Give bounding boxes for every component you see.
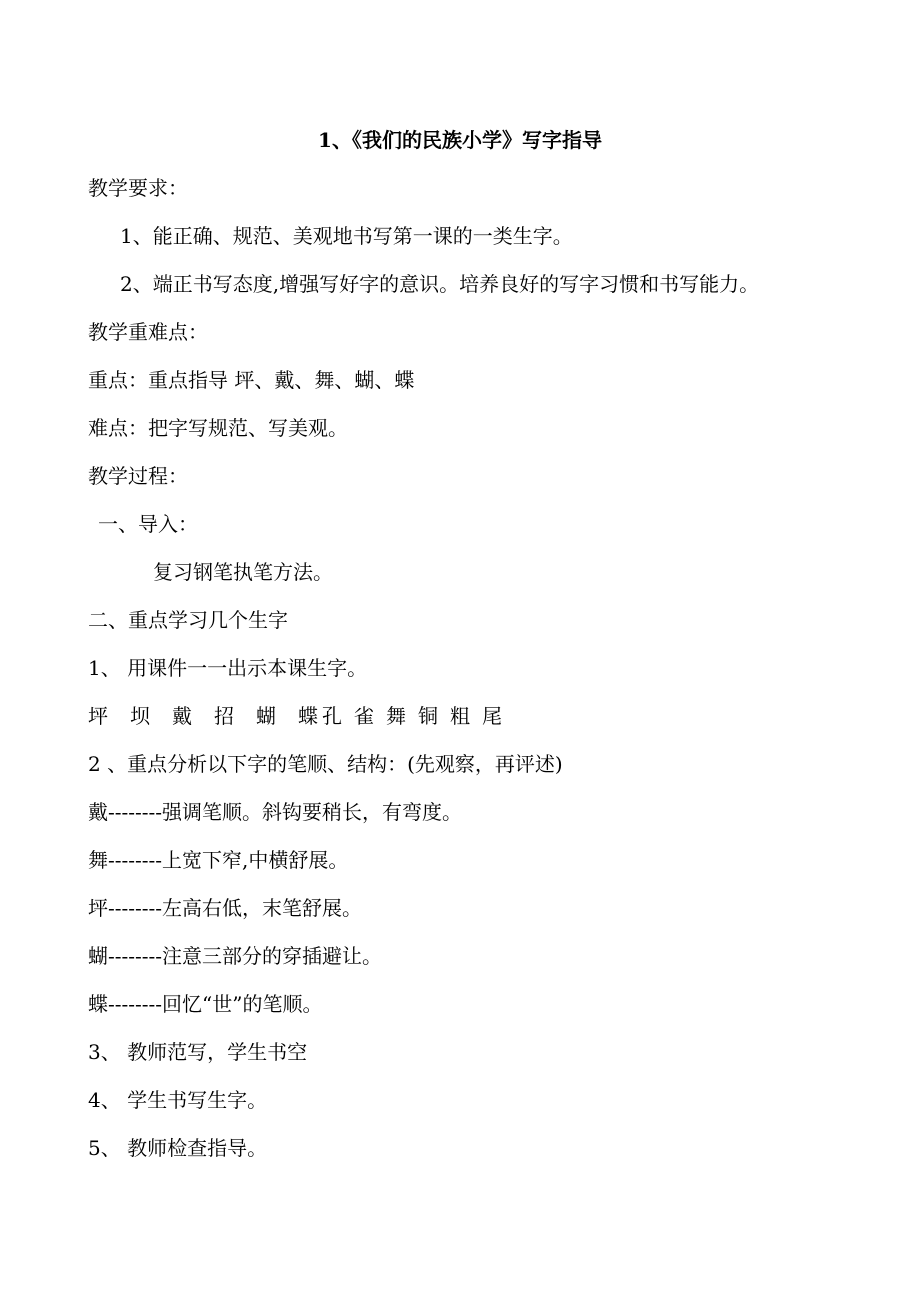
- character-list: [88, 702, 502, 730]
- analysis-item: 蝴--------注意三部分的穿插避让。: [88, 944, 383, 968]
- character-item: 孔: [322, 704, 342, 728]
- character-item: 蝴: [256, 704, 276, 728]
- requirement-item: 1、能正确、规范、美观地书写第一课的一类生字。: [120, 224, 573, 248]
- difficulties-heading: 教学重难点：: [88, 320, 208, 344]
- process-heading: 教学过程：: [88, 464, 188, 488]
- analysis-item: 坪--------左高右低，末笔舒展。: [88, 896, 363, 920]
- step5: 5、 教师检查指导。: [88, 1136, 268, 1160]
- character-item: 蝶: [298, 704, 318, 728]
- requirements-heading: 教学要求：: [88, 176, 188, 200]
- character-item: 戴: [172, 704, 192, 728]
- character-item: 粗: [450, 704, 470, 728]
- section1-heading: 一、导入：: [98, 512, 198, 536]
- character-item: 舞: [386, 704, 406, 728]
- step3: 3、 教师范写，学生书空: [88, 1040, 308, 1064]
- step2: 2 、重点分析以下字的笔顺、结构：(先观察，再评述): [88, 752, 563, 776]
- character-item: 招: [214, 704, 234, 728]
- document-title: 1、《我们的民族小学》写字指导: [318, 128, 602, 152]
- step4: 4、 学生书写生字。: [88, 1088, 268, 1112]
- character-item: 铜: [418, 704, 438, 728]
- character-item: 尾: [482, 704, 502, 728]
- analysis-item: 戴--------强调笔顺。斜钩要稍长，有弯度。: [88, 800, 463, 824]
- character-item: 雀: [354, 704, 374, 728]
- section2-heading: 二、重点学习几个生字: [88, 608, 288, 632]
- step1: 1、 用课件一一出示本课生字。: [88, 656, 368, 680]
- key-point: 重点：重点指导 坪、戴、舞、蝴、蝶: [88, 368, 415, 392]
- character-item: 坝: [130, 704, 150, 728]
- section1-text: 复习钢笔执笔方法。: [153, 560, 333, 584]
- difficult-point: 难点：把字写规范、写美观。: [88, 416, 348, 440]
- analysis-item: 舞--------上宽下窄,中横舒展。: [88, 848, 349, 872]
- requirement-item: 2、端正书写态度,增强写好字的意识。培养良好的写字习惯和书写能力。: [120, 272, 760, 296]
- analysis-item: 蝶--------回忆“世”的笔顺。: [88, 992, 323, 1016]
- character-item: 坪: [88, 704, 108, 728]
